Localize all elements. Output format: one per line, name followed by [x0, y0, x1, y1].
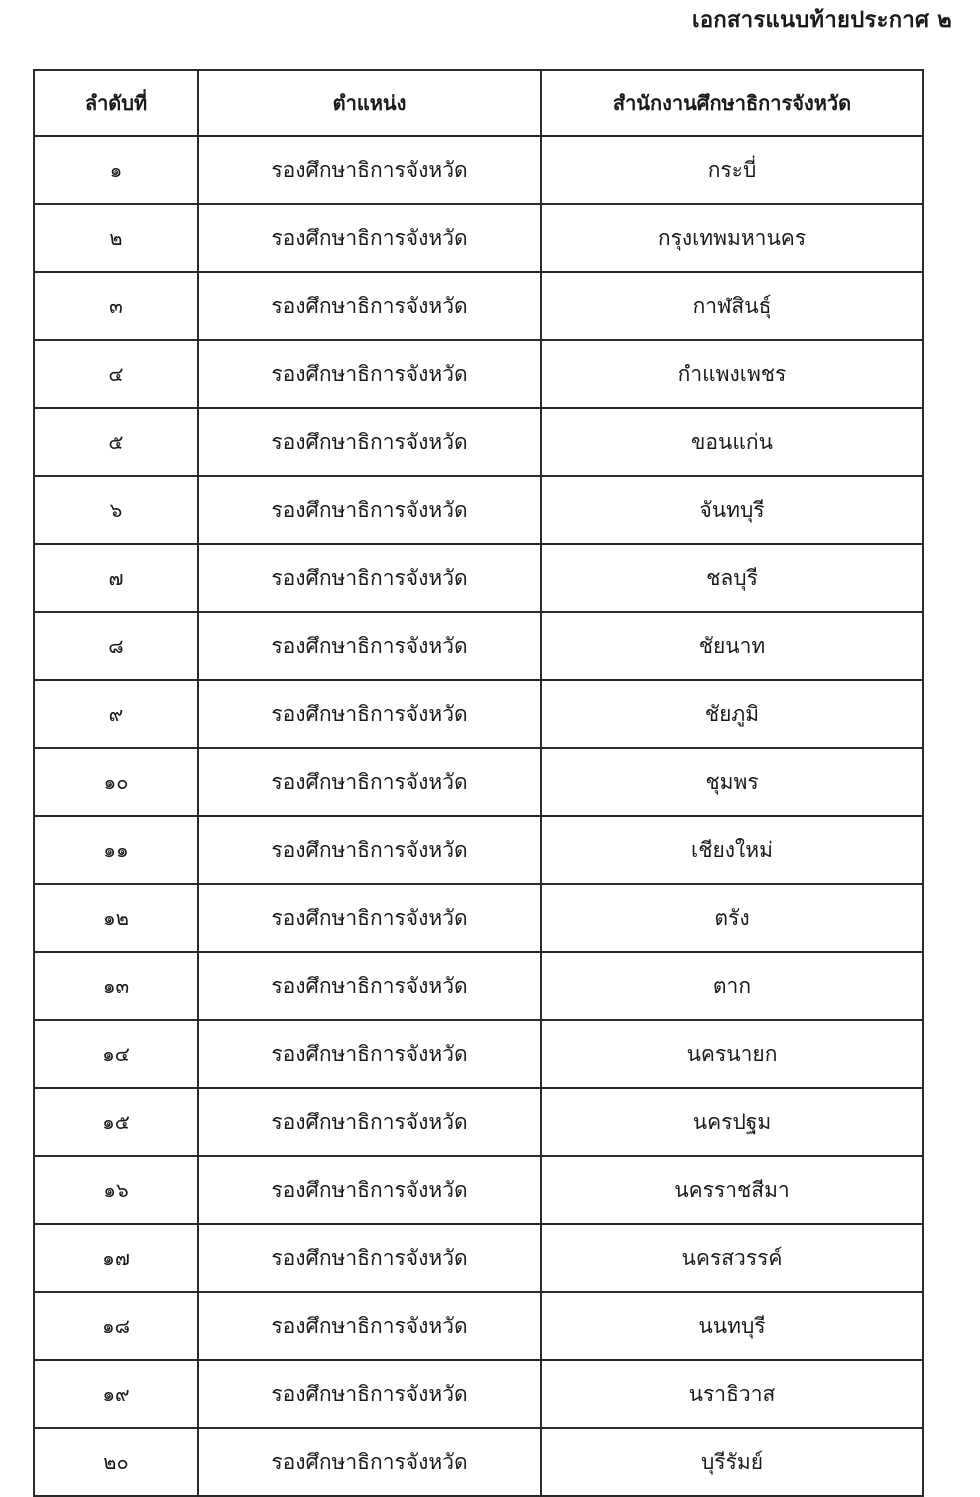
table-row — [34, 1020, 923, 1088]
table-row — [34, 1428, 923, 1496]
office-cell: จันทบุรี — [541, 476, 923, 544]
table-header — [34, 70, 923, 136]
row-number-cell: ๑ — [34, 136, 198, 204]
position-cell: รองศึกษาธิการจังหวัด — [198, 816, 541, 884]
table-row — [34, 544, 923, 612]
column-header-office: สำนักงานศึกษาธิการจังหวัด — [541, 70, 923, 136]
table-row — [34, 816, 923, 884]
table-row — [34, 884, 923, 952]
position-cell: รองศึกษาธิการจังหวัด — [198, 1292, 541, 1360]
office-cell: ชัยภูมิ — [541, 680, 923, 748]
table-row — [34, 204, 923, 272]
row-number-cell: ๑๒ — [34, 884, 198, 952]
row-number-cell: ๑๔ — [34, 1020, 198, 1088]
row-number-cell: ๒ — [34, 204, 198, 272]
row-number-cell: ๑๖ — [34, 1156, 198, 1224]
row-number-cell: ๑๙ — [34, 1360, 198, 1428]
row-number-cell: ๑๘ — [34, 1292, 198, 1360]
table-row — [34, 1224, 923, 1292]
office-cell: เชียงใหม่ — [541, 816, 923, 884]
document-attachment-label: เอกสารแนบท้ายประกาศ ๒ — [692, 8, 952, 33]
position-cell: รองศึกษาธิการจังหวัด — [198, 1428, 541, 1496]
table-row — [34, 952, 923, 1020]
position-cell: รองศึกษาธิการจังหวัด — [198, 1088, 541, 1156]
office-cell: นครสวรรค์ — [541, 1224, 923, 1292]
office-cell: นครราชสีมา — [541, 1156, 923, 1224]
table-row — [34, 1088, 923, 1156]
row-number-cell: ๑๗ — [34, 1224, 198, 1292]
office-cell: ชัยนาท — [541, 612, 923, 680]
position-cell: รองศึกษาธิการจังหวัด — [198, 1156, 541, 1224]
office-cell: นนทบุรี — [541, 1292, 923, 1360]
office-cell: ตรัง — [541, 884, 923, 952]
office-cell: นครปฐม — [541, 1088, 923, 1156]
row-number-cell: ๑๓ — [34, 952, 198, 1020]
position-cell: รองศึกษาธิการจังหวัด — [198, 748, 541, 816]
column-header-number: ลำดับที่ — [34, 70, 198, 136]
row-number-cell: ๘ — [34, 612, 198, 680]
row-number-cell: ๕ — [34, 408, 198, 476]
position-cell: รองศึกษาธิการจังหวัด — [198, 340, 541, 408]
row-number-cell: ๑๕ — [34, 1088, 198, 1156]
position-cell: รองศึกษาธิการจังหวัด — [198, 884, 541, 952]
table-row — [34, 476, 923, 544]
office-cell: ชุมพร — [541, 748, 923, 816]
position-cell: รองศึกษาธิการจังหวัด — [198, 1224, 541, 1292]
position-cell: รองศึกษาธิการจังหวัด — [198, 952, 541, 1020]
row-number-cell: ๒๐ — [34, 1428, 198, 1496]
office-cell: กำแพงเพชร — [541, 340, 923, 408]
office-cell: บุรีรัมย์ — [541, 1428, 923, 1496]
office-cell: ขอนแก่น — [541, 408, 923, 476]
office-cell: ชลบุรี — [541, 544, 923, 612]
table-row — [34, 680, 923, 748]
position-cell: รองศึกษาธิการจังหวัด — [198, 1020, 541, 1088]
office-cell: กระบี่ — [541, 136, 923, 204]
position-cell: รองศึกษาธิการจังหวัด — [198, 680, 541, 748]
table-row — [34, 1292, 923, 1360]
table-row — [34, 1360, 923, 1428]
row-number-cell: ๔ — [34, 340, 198, 408]
office-cell: กาฬสินธุ์ — [541, 272, 923, 340]
table-row — [34, 748, 923, 816]
table-body — [34, 136, 923, 1496]
row-number-cell: ๑๑ — [34, 816, 198, 884]
office-cell: นครนายก — [541, 1020, 923, 1088]
table-row — [34, 1156, 923, 1224]
position-cell: รองศึกษาธิการจังหวัด — [198, 476, 541, 544]
position-cell: รองศึกษาธิการจังหวัด — [198, 1360, 541, 1428]
province-office-table — [33, 69, 924, 1497]
position-cell: รองศึกษาธิการจังหวัด — [198, 204, 541, 272]
office-cell: กรุงเทพมหานคร — [541, 204, 923, 272]
table-row — [34, 136, 923, 204]
row-number-cell: ๖ — [34, 476, 198, 544]
position-cell: รองศึกษาธิการจังหวัด — [198, 136, 541, 204]
office-cell: นราธิวาส — [541, 1360, 923, 1428]
table-row — [34, 408, 923, 476]
table-row — [34, 612, 923, 680]
column-header-position: ตำแหน่ง — [198, 70, 541, 136]
row-number-cell: ๙ — [34, 680, 198, 748]
position-cell: รองศึกษาธิการจังหวัด — [198, 272, 541, 340]
row-number-cell: ๓ — [34, 272, 198, 340]
row-number-cell: ๗ — [34, 544, 198, 612]
table-row — [34, 340, 923, 408]
position-cell: รองศึกษาธิการจังหวัด — [198, 408, 541, 476]
row-number-cell: ๑๐ — [34, 748, 198, 816]
office-cell: ตาก — [541, 952, 923, 1020]
table-header-row — [34, 70, 923, 136]
position-cell: รองศึกษาธิการจังหวัด — [198, 612, 541, 680]
table-row — [34, 272, 923, 340]
province-office-table-wrapper — [33, 69, 922, 1497]
position-cell: รองศึกษาธิการจังหวัด — [198, 544, 541, 612]
